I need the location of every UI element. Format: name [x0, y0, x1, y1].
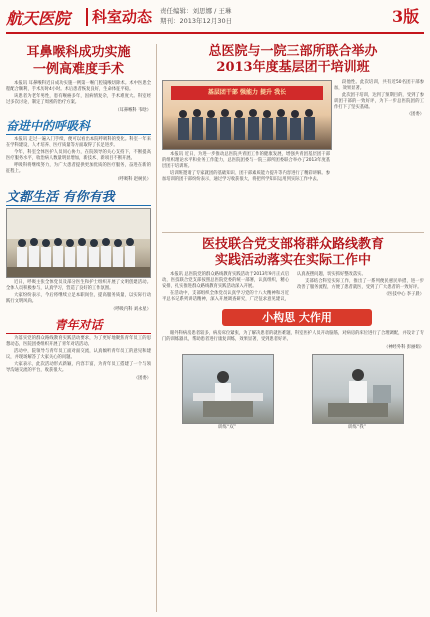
section-rule — [6, 205, 151, 206]
section-rule — [6, 134, 151, 135]
photo-2-caption: 训练“我” — [347, 425, 367, 430]
masthead-divider — [86, 8, 88, 26]
story-ent-body — [6, 81, 151, 106]
paragraph: 今年，科室全体医护人员同心协力，在院领导的关心支持下，不断提高医疗服务水平，收治病人数量明显增加，新技术、新项目不断开展。 — [6, 150, 151, 161]
story-training — [162, 44, 424, 230]
byline: （团委） — [406, 112, 424, 117]
paragraph: 眼外科病房患者较多，病房床位紧张，为了解决患者的就医难题，科室医护人员开动脑筋，对病房的床位进行了合理调配，并设计了专门的训练器具，帮助患者进行康复训练，效果显著，受到患者好评。 — [162, 331, 424, 342]
paragraph: 该患者为老年男性，患有喉癌多年，因病情复杂，手术难度大。科室经过多次讨论，制定了周密的治疗方案。 — [6, 94, 151, 105]
story-respiratory — [6, 117, 151, 182]
section-rule — [6, 333, 151, 334]
left-column — [6, 44, 151, 614]
story-youth-body — [6, 336, 151, 374]
paragraph: 段他性。此次培训，共有近50名团干部参加，效果显著。 — [334, 80, 424, 91]
editor-line: 责任编辑：刘思娜 / 王琳 — [160, 7, 232, 15]
story-small-idea-body — [162, 331, 424, 343]
story-civil-life — [6, 186, 151, 312]
byline: （耳鼻喉科 韦晗） — [115, 108, 151, 113]
paragraph: 近日，呼吸主张全体党员及部分医生和护士组织开展了文明创建活动。全体人员积极参与，认真学习，营造了良好的工作氛围。 — [6, 280, 151, 291]
section-title: 青年对话 — [54, 318, 103, 332]
story-training-body — [162, 152, 330, 184]
paragraph: 支部结合科室实际工作，推出了一系列便民惠民举措，进一步改善了服务流程，方便了患者就医，受到了广大患者的一致好评。 — [297, 279, 424, 290]
paragraph: 本报讯 走过一遍入门手续，便可以看出本院呼吸科的变化。科室一年来在学科建设、人才培养、医疗质量等方面取得了长足进步。 — [6, 137, 151, 148]
paragraph: 大家纷纷表示，今后将继续立足本职岗位，提高服务质量，以实际行动践行文明风尚。 — [6, 293, 151, 304]
photo-1-caption: 训练“双” — [217, 425, 237, 430]
paragraph: 活动中，院领导与青年员工面对面交流，认真倾听青年员工的意见和建议，并现场解答了大家关心的问题。 — [6, 349, 151, 360]
story-ent-surgery — [6, 44, 151, 113]
story-training-content — [162, 80, 424, 230]
byline: （团委） — [133, 376, 151, 381]
headline-line-2: 实践活动落实在实际工作中 — [214, 253, 371, 268]
section-title: 文都生活 有你有我 — [6, 190, 115, 205]
paragraph: 培训班邀请了专家就团的基础知识、团干部素质能力提升等内容进行了精彩讲解。参加培训的团干部纷纷表示，通过学习收获很大，将把所学知识运用到实际工作中去。 — [162, 171, 330, 182]
headline-line-1: 总医院与一院三部所联合举办 — [208, 44, 378, 59]
photo-2-illustration — [313, 355, 403, 423]
paragraph: 呼吸科将继续努力，为广大患者提供更加优质的医疗服务，奋进在新的征程上。 — [6, 163, 151, 174]
story-civil-body — [6, 280, 151, 305]
paragraph: 为落实党的群众路线教育实践活动要求，为了更好地聚焦青年员工的思想动态，医院团委组织开展了青年对话活动。 — [6, 336, 151, 347]
byline: （神经外科 彭丽娟） — [383, 345, 424, 350]
paragraph: 在活动中，支部组织全体党员认真学习党的十八大精神和习近平总书记系列讲话精神，深入开展调查研究，广泛征求意见建议，认真查摆问题，切实抓好整改落实。 — [162, 272, 366, 302]
masthead-meta — [160, 6, 232, 26]
paragraph: 此次团干培训，达到了预期目的，受到了参训团干部的一致好评，为下一步总医院团的工作打下了坚实基础。 — [334, 93, 424, 110]
date-line: 期刊：2013年12月30日 — [160, 17, 233, 25]
group-photo-illustration — [7, 209, 150, 277]
header-rule — [6, 32, 424, 34]
paragraph: 本报讯 总医院党的群众路线教育实践活动于2013年9月正式启动，医技联合党支部按照总医院党委的统一部署，认真组织，精心安排，扎实推进群众路线教育实践活动深入开展。 — [162, 272, 289, 289]
byline: （呼吸科 赵树民） — [115, 177, 151, 182]
story-party-branch — [162, 232, 424, 303]
story-respiratory-body — [6, 137, 151, 175]
story-youth-dialogue — [6, 316, 151, 381]
byline: （医技中心 李子晨） — [383, 292, 424, 297]
section-title: 奋进中的呼吸科 — [6, 119, 91, 133]
column-title: 科室动态 — [92, 8, 153, 26]
training-photo-illustration — [163, 81, 331, 149]
column-divider — [156, 44, 157, 612]
story-small-idea — [162, 309, 424, 436]
group-photo — [6, 208, 151, 278]
headline-line-1: 耳鼻喉科成功实施 — [26, 45, 131, 60]
page-number: 3版 — [392, 7, 420, 26]
byline: （呼吸内科 刘永星） — [110, 307, 151, 312]
story-training-side-text — [334, 80, 424, 118]
story-party-body — [162, 272, 424, 303]
training-photo-2 — [312, 354, 404, 424]
small-idea-title-bar — [162, 309, 424, 327]
training-banner: 基层团干部 强能力 提升 我长 — [171, 86, 323, 100]
page-header — [0, 0, 430, 40]
headline-line-1: 医技联合党支部将群众路线教育 — [201, 237, 384, 252]
training-photo — [162, 80, 332, 150]
right-column — [162, 44, 424, 614]
photo-1-illustration — [183, 355, 273, 423]
paragraph: 本报讯 耳鼻喉科近日成功实施一例第一喉门腔镜喉切除术。术中医患全程配合顺利，手术历时4小时。术后患者恢复良好，生命体征平稳。 — [6, 81, 151, 92]
small-idea-photos — [162, 354, 424, 436]
section-title: 小构思 大作用 — [262, 311, 332, 324]
headline-line-2: 一例高难度手术 — [32, 62, 124, 77]
headline-line-2: 2013年度基层团干培训班 — [216, 60, 370, 75]
masthead-logo: 航天医院 — [6, 9, 71, 28]
paragraph: 本报讯 近日，为进一步推动总医院共青团工作的健康发展，增强共青团基层团干部的组织理论水平和业务工作能力，总医院团委与一院三部所团委联合举办了2013年度基层团干培训班。 — [162, 152, 330, 169]
training-photo-1 — [182, 354, 274, 424]
paragraph: 大家表示，此次活动形式新颖，内容丰富，为青年员工搭建了一个与领导沟通交流的平台，收获很大。 — [6, 362, 151, 373]
story-ent-headline — [6, 44, 151, 78]
story-training-headline — [162, 44, 424, 76]
story-party-headline — [162, 237, 424, 269]
